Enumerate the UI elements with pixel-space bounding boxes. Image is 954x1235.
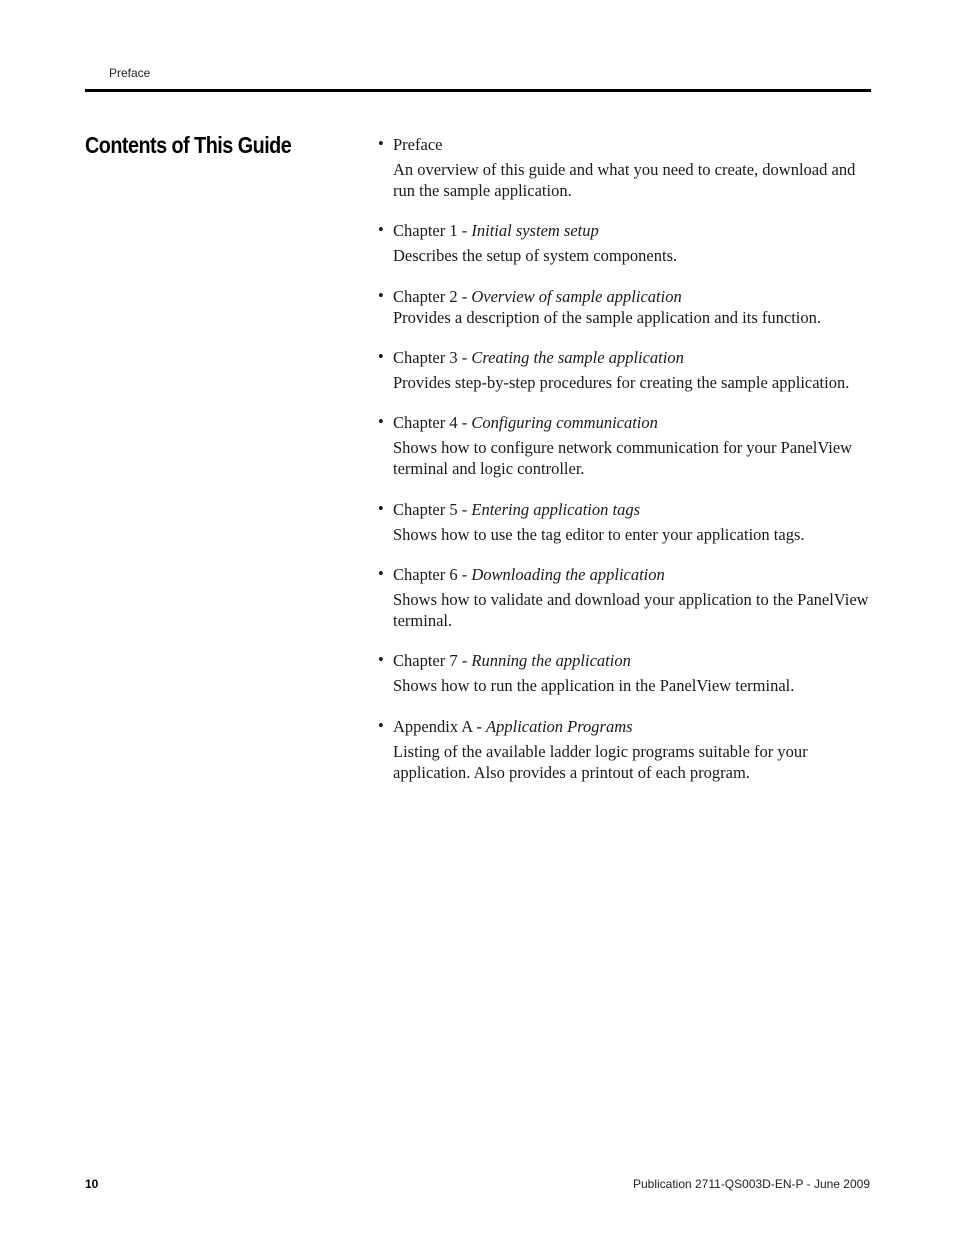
toc-item-label: Chapter 5 xyxy=(393,500,458,519)
toc-item-title: Overview of sample application xyxy=(471,287,682,306)
toc-item-chapter-3 xyxy=(378,347,874,393)
toc-item-separator: - xyxy=(457,565,472,584)
toc-item-separator: - xyxy=(457,221,472,240)
toc-item-label: Chapter 1 xyxy=(393,221,458,240)
toc-item-heading xyxy=(393,499,874,520)
bullet-icon: • xyxy=(378,134,384,153)
bullet-icon: • xyxy=(378,220,384,239)
toc-item-heading xyxy=(393,134,874,155)
toc-item-description: Provides a description of the sample application and its function. xyxy=(393,308,821,327)
bullet-icon: • xyxy=(378,564,384,583)
toc-item-description: Listing of the available ladder logic programs suitable for your application. Also provides a printout of each program. xyxy=(393,742,808,782)
toc-item-separator: - xyxy=(457,651,472,670)
toc-item-description: Shows how to validate and download your application to the PanelView terminal. xyxy=(393,590,869,630)
bullet-icon: • xyxy=(378,716,384,735)
toc-item-separator: - xyxy=(457,287,472,306)
publication-info: Publication 2711-QS003D-EN-P - June 2009 xyxy=(632,1177,870,1191)
toc-item-heading xyxy=(393,650,874,671)
toc-item-label: Chapter 7 xyxy=(393,651,458,670)
toc-item-separator: - xyxy=(457,348,472,367)
toc-item-title: Application Programs xyxy=(486,717,633,736)
toc-item-description: Shows how to use the tag editor to enter your application tags. xyxy=(393,525,805,544)
toc-item-separator: - xyxy=(457,413,472,432)
toc-item-chapter-6 xyxy=(378,564,874,631)
toc-item-title: Creating the sample application xyxy=(471,348,684,367)
page-number: 10 xyxy=(85,1177,99,1191)
toc-item-chapter-7 xyxy=(378,650,874,696)
toc-item-chapter-4 xyxy=(378,412,874,479)
toc-item-title: Entering application tags xyxy=(471,500,641,519)
toc-item-separator: - xyxy=(457,500,472,519)
toc-item-appendix-a xyxy=(378,716,874,783)
section-title: Contents of This Guide xyxy=(85,132,292,158)
toc-item-label: Preface xyxy=(393,135,443,154)
toc-item-label: Appendix A xyxy=(393,717,473,736)
toc-item-heading xyxy=(393,220,874,241)
bullet-icon: • xyxy=(378,499,384,518)
bullet-icon: • xyxy=(378,412,384,431)
running-head: Preface xyxy=(109,66,151,80)
toc-item-heading xyxy=(393,347,874,368)
header-rule xyxy=(85,89,871,92)
bullet-icon: • xyxy=(378,650,384,669)
toc-item-separator: - xyxy=(472,717,487,736)
bullet-icon: • xyxy=(378,347,384,366)
toc-item-description: Shows how to configure network communication for your PanelView terminal and logic controller. xyxy=(393,438,853,478)
toc-item-chapter-2 xyxy=(378,286,874,328)
toc-item-preface xyxy=(378,134,874,201)
toc-item-chapter-1 xyxy=(378,220,874,266)
toc-item-description: Provides step-by-step procedures for creating the sample application. xyxy=(393,373,850,392)
toc-item-description: Describes the setup of system components. xyxy=(393,246,678,265)
toc-item-heading xyxy=(393,412,874,433)
toc-item-description: Shows how to run the application in the PanelView terminal. xyxy=(393,676,795,695)
toc-item-title: Initial system setup xyxy=(471,221,599,240)
toc-item-heading xyxy=(393,564,874,585)
toc-item-label: Chapter 3 xyxy=(393,348,458,367)
toc-list xyxy=(378,134,874,783)
toc-item-title: Running the application xyxy=(471,651,631,670)
toc-item-heading xyxy=(393,286,874,307)
toc-item-label: Chapter 4 xyxy=(393,413,458,432)
toc-item-description: An overview of this guide and what you need to create, download and run the sample application. xyxy=(393,160,856,200)
toc-item-title: Configuring communication xyxy=(471,413,658,432)
toc-item-heading xyxy=(393,716,874,737)
toc-item-label: Chapter 6 xyxy=(393,565,458,584)
toc-item-title: Downloading the application xyxy=(471,565,665,584)
toc-item-label: Chapter 2 xyxy=(393,287,458,306)
toc-item-chapter-5 xyxy=(378,499,874,545)
bullet-icon: • xyxy=(378,286,384,305)
